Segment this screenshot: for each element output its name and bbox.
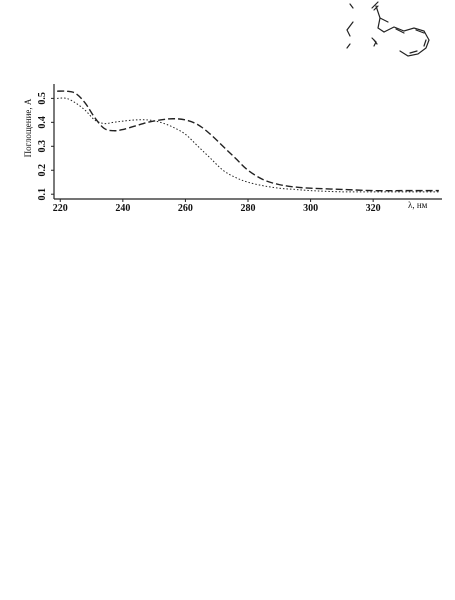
x-tick-label: 260	[177, 203, 193, 214]
x-axis-title: λ, нм	[408, 200, 428, 210]
plot-area	[37, 84, 442, 214]
x-tick-label: 300	[303, 203, 319, 214]
x-tick-label: 220	[52, 203, 68, 214]
molecule-structure-sketch	[347, 2, 429, 56]
series-line-2-dotted	[57, 98, 439, 192]
y-axis-title: Поглощение, А	[23, 98, 33, 158]
y-tick-label: 0.2	[37, 164, 48, 177]
series-layer	[57, 91, 439, 192]
y-tick-label: 0.3	[37, 140, 48, 153]
y-ticks	[37, 92, 54, 200]
series-line-1-dashed	[57, 91, 439, 191]
y-tick-label: 0.5	[37, 92, 48, 105]
x-ticks	[53, 199, 381, 214]
x-tick-label: 280	[240, 203, 256, 214]
y-tick-label: 0.1	[37, 187, 48, 201]
x-tick-label: 240	[115, 203, 131, 214]
x-tick-label: 320	[365, 203, 381, 214]
y-tick-label: 0.4	[37, 116, 48, 129]
